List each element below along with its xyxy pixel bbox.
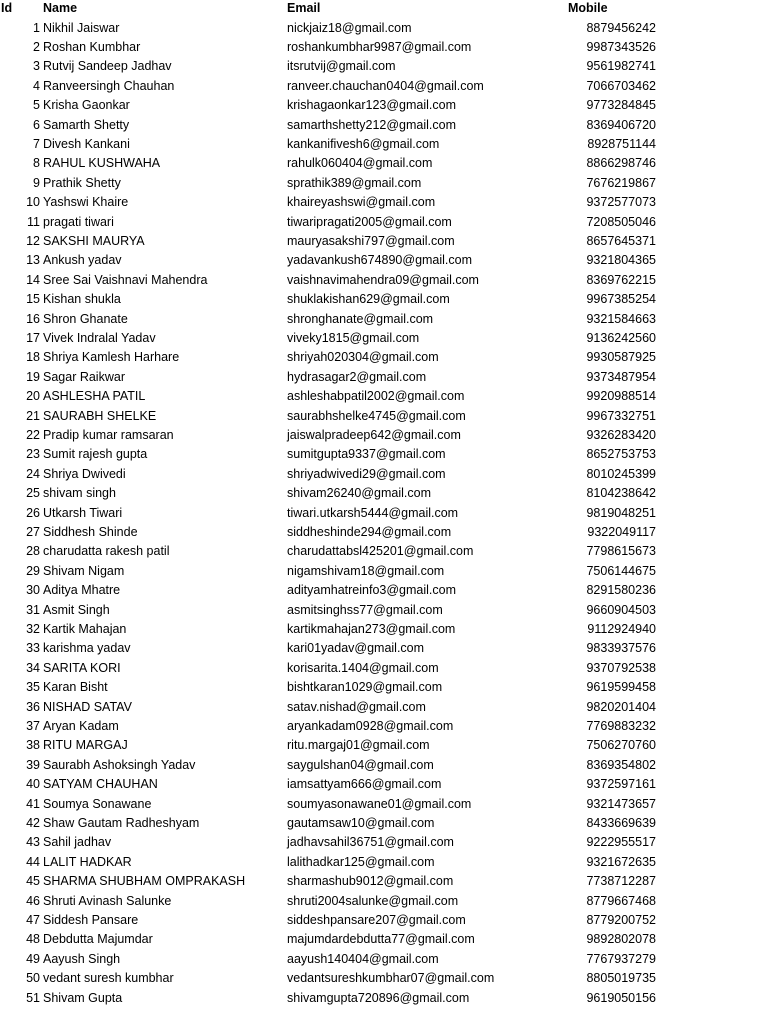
table-row <box>0 193 768 212</box>
table-row <box>0 736 768 755</box>
row-mobile: 8433669639 <box>586 815 656 830</box>
row-mobile: 9660904503 <box>586 602 656 617</box>
column-header-mobile: Mobile <box>568 1 608 15</box>
row-name: Siddesh Pansare <box>43 912 139 927</box>
table-row <box>0 271 768 290</box>
row-id: 32 <box>26 621 40 636</box>
table-row <box>0 620 768 639</box>
row-id: 51 <box>26 990 40 1005</box>
row-id: 38 <box>26 738 40 753</box>
row-id: 25 <box>26 486 40 501</box>
row-id: 36 <box>26 699 40 714</box>
table-row <box>0 251 768 270</box>
row-name: NISHAD SATAV <box>43 699 132 714</box>
row-id: 42 <box>26 815 40 830</box>
row-name: Krisha Gaonkar <box>43 98 130 113</box>
column-header-name: Name <box>43 1 78 15</box>
row-mobile: 9619050156 <box>586 990 656 1005</box>
row-id: 40 <box>26 777 40 792</box>
row-id: 22 <box>26 427 40 442</box>
row-name: Sree Sai Vaishnavi Mahendra <box>43 272 208 287</box>
row-name: Shaw Gautam Radheshyam <box>43 815 200 830</box>
row-id: 35 <box>26 680 40 695</box>
table-row <box>0 484 768 503</box>
table-row <box>0 290 768 309</box>
row-name: Shivam Gupta <box>43 990 123 1005</box>
table-row <box>0 581 768 600</box>
row-email: jaiswalpradeep642@gmail.com <box>287 427 461 442</box>
row-name: pragati tiwari <box>43 214 114 229</box>
row-email: kartikmahajan273@gmail.com <box>287 621 456 636</box>
row-name: Aditya Mhatre <box>43 583 121 598</box>
table-row <box>0 387 768 406</box>
row-mobile: 8879456242 <box>586 20 656 35</box>
row-email: jadhavsahil36751@gmail.com <box>287 835 454 850</box>
row-id: 7 <box>33 136 40 151</box>
table-row <box>0 639 768 658</box>
row-id: 11 <box>27 214 40 229</box>
row-name: SARITA KORI <box>43 660 121 675</box>
row-email: bishtkaran1029@gmail.com <box>287 680 443 695</box>
row-mobile: 7738712287 <box>586 874 656 889</box>
table-row <box>0 348 768 367</box>
row-id: 19 <box>26 369 40 384</box>
row-name: Kishan shukla <box>43 292 121 307</box>
row-mobile: 9112924940 <box>587 621 656 636</box>
row-mobile: 9619599458 <box>586 680 656 695</box>
table-row <box>0 892 768 911</box>
row-id: 5 <box>33 98 40 113</box>
row-name: Roshan Kumbhar <box>43 39 141 54</box>
row-mobile: 9892802078 <box>586 932 656 947</box>
row-id: 4 <box>33 78 40 93</box>
row-mobile: 8104238642 <box>586 486 656 501</box>
row-mobile: 9967332751 <box>586 408 656 423</box>
row-email: shruti2004salunke@gmail.com <box>287 893 459 908</box>
row-name: RITU MARGAJ <box>43 738 128 753</box>
row-email: krishagaonkar123@gmail.com <box>287 98 457 113</box>
row-email: mauryasakshi797@gmail.com <box>287 233 455 248</box>
row-mobile: 9920988514 <box>586 389 656 404</box>
row-mobile: 8291580236 <box>586 583 656 598</box>
row-mobile: 9321473657 <box>586 796 656 811</box>
row-mobile: 9820201404 <box>586 699 656 714</box>
row-name: karishma yadav <box>43 641 131 656</box>
table-row <box>0 775 768 794</box>
row-email: shronghanate@gmail.com <box>287 311 434 326</box>
row-id: 14 <box>26 272 40 287</box>
row-mobile: 9321584663 <box>586 311 656 326</box>
row-mobile: 7066703462 <box>586 78 656 93</box>
row-email: siddheshinde294@gmail.com <box>287 524 452 539</box>
row-name: Shruti Avinash Salunke <box>43 893 172 908</box>
row-name: Soumya Sonawane <box>43 796 152 811</box>
row-id: 37 <box>26 718 40 733</box>
row-email: adityamhatreinfo3@gmail.com <box>287 583 457 598</box>
row-email: ritu.margaj01@gmail.com <box>287 738 430 753</box>
row-email: hydrasagar2@gmail.com <box>287 369 427 384</box>
table-row <box>0 38 768 57</box>
row-email: shriyadwivedi29@gmail.com <box>287 466 446 481</box>
row-id: 29 <box>26 563 40 578</box>
row-mobile: 9373487954 <box>586 369 656 384</box>
table-row <box>0 96 768 115</box>
row-name: Ranveersingh Chauhan <box>43 78 175 93</box>
row-email: ranveer.chauchan0404@gmail.com <box>287 78 484 93</box>
row-email: korisarita.1404@gmail.com <box>287 660 439 675</box>
table-row <box>0 950 768 969</box>
row-mobile: 8928751144 <box>587 136 656 151</box>
row-email: satav.nishad@gmail.com <box>287 699 426 714</box>
row-id: 17 <box>26 330 40 345</box>
row-name: LALIT HADKAR <box>43 854 132 869</box>
row-email: samarthshetty212@gmail.com <box>287 117 457 132</box>
row-id: 13 <box>26 253 40 268</box>
row-id: 46 <box>26 893 40 908</box>
row-id: 6 <box>33 117 40 132</box>
row-mobile: 9321804365 <box>586 253 656 268</box>
row-id: 16 <box>26 311 40 326</box>
row-name: Asmit Singh <box>43 602 110 617</box>
row-mobile: 9819048251 <box>586 505 656 520</box>
row-mobile: 9930587925 <box>586 350 656 365</box>
row-id: 47 <box>26 912 40 927</box>
table-row <box>0 989 768 1008</box>
row-email: khaireyashswi@gmail.com <box>287 195 436 210</box>
table-row <box>0 601 768 620</box>
row-id: 1 <box>33 20 40 35</box>
row-email: vaishnavimahendra09@gmail.com <box>287 272 479 287</box>
column-header-id: Id <box>1 1 13 15</box>
table-row <box>0 698 768 717</box>
row-mobile: 7769883232 <box>586 718 656 733</box>
row-name: Shriya Dwivedi <box>43 466 126 481</box>
row-email: rahulk060404@gmail.com <box>287 156 433 171</box>
row-mobile: 8657645371 <box>586 233 656 248</box>
row-name: Debdutta Majumdar <box>43 932 153 947</box>
row-mobile: 9321672635 <box>586 854 656 869</box>
row-id: 18 <box>26 350 40 365</box>
row-id: 27 <box>26 524 40 539</box>
table-row <box>0 426 768 445</box>
row-email: shriyah020304@gmail.com <box>287 350 439 365</box>
row-name: Kartik Mahajan <box>43 621 127 636</box>
table-row <box>0 833 768 852</box>
table-row <box>0 77 768 96</box>
table-row <box>0 310 768 329</box>
row-email: sharmashub9012@gmail.com <box>287 874 454 889</box>
row-mobile: 8779667468 <box>586 893 656 908</box>
table-row <box>0 678 768 697</box>
column-header-email: Email <box>287 1 321 15</box>
row-mobile: 9372577073 <box>586 195 656 210</box>
row-name: Samarth Shetty <box>43 117 130 132</box>
table-row <box>0 717 768 736</box>
table-row <box>0 930 768 949</box>
row-name: SHARMA SHUBHAM OMPRAKASH <box>43 874 246 889</box>
table-row <box>0 329 768 348</box>
table-row <box>0 465 768 484</box>
row-mobile: 8369762215 <box>586 272 656 287</box>
row-email: shivam26240@gmail.com <box>287 486 432 501</box>
row-name: Utkarsh Tiwari <box>43 505 123 520</box>
row-mobile: 8010245399 <box>586 466 656 481</box>
row-name: Yashswi Khaire <box>43 195 129 210</box>
row-mobile: 9322049117 <box>587 524 656 539</box>
row-name: Prathik Shetty <box>43 175 121 190</box>
row-email: gautamsaw10@gmail.com <box>287 815 435 830</box>
row-id: 49 <box>26 951 40 966</box>
row-mobile: 9370792538 <box>586 660 656 675</box>
row-name: SAKSHI MAURYA <box>43 233 145 248</box>
row-email: itsrutvij@gmail.com <box>287 59 396 74</box>
row-mobile: 7767937279 <box>586 951 656 966</box>
row-id: 26 <box>26 505 40 520</box>
table-row <box>0 213 768 232</box>
row-id: 3 <box>33 59 40 74</box>
row-mobile: 7506270760 <box>586 738 656 753</box>
row-name: Karan Bisht <box>43 680 108 695</box>
table-row <box>0 969 768 988</box>
row-email: siddeshpansare207@gmail.com <box>287 912 466 927</box>
row-email: soumyasonawane01@gmail.com <box>287 796 472 811</box>
row-email: aayush140404@gmail.com <box>287 951 439 966</box>
table-row <box>0 154 768 173</box>
row-email: viveky1815@gmail.com <box>287 330 420 345</box>
row-name: charudatta rakesh patil <box>43 544 170 559</box>
row-mobile: 8779200752 <box>586 912 656 927</box>
row-name: ASHLESHA PATIL <box>43 389 146 404</box>
table-row <box>0 445 768 464</box>
table-row <box>0 174 768 193</box>
table-row <box>0 368 768 387</box>
row-name: Vivek Indralal Yadav <box>43 330 156 345</box>
row-email: shuklakishan629@gmail.com <box>287 292 450 307</box>
row-id: 28 <box>26 544 40 559</box>
row-name: SAURABH SHELKE <box>43 408 157 423</box>
row-id: 12 <box>26 233 40 248</box>
row-name: Aryan Kadam <box>43 718 119 733</box>
table-row <box>0 19 768 38</box>
row-name: RAHUL KUSHWAHA <box>43 156 161 171</box>
table-row <box>0 504 768 523</box>
row-name: Nikhil Jaiswar <box>43 20 120 35</box>
table-row <box>0 795 768 814</box>
row-email: tiwaripragati2005@gmail.com <box>287 214 452 229</box>
row-id: 15 <box>26 292 40 307</box>
row-id: 45 <box>26 874 40 889</box>
row-email: nigamshivam18@gmail.com <box>287 563 445 578</box>
row-mobile: 9372597161 <box>586 777 656 792</box>
row-id: 48 <box>26 932 40 947</box>
row-name: Aayush Singh <box>43 951 121 966</box>
row-id: 20 <box>26 389 40 404</box>
row-id: 50 <box>26 971 40 986</box>
row-name: Rutvij Sandeep Jadhav <box>43 59 172 74</box>
row-email: kari01yadav@gmail.com <box>287 641 425 656</box>
table-row <box>0 853 768 872</box>
table-row <box>0 135 768 154</box>
row-email: nickjaiz18@gmail.com <box>287 20 412 35</box>
row-id: 30 <box>26 583 40 598</box>
row-email: kankanifivesh6@gmail.com <box>287 136 440 151</box>
row-id: 8 <box>33 156 40 171</box>
header-row <box>0 0 768 18</box>
table-row <box>0 542 768 561</box>
row-id: 43 <box>26 835 40 850</box>
row-mobile: 8866298746 <box>586 156 656 171</box>
table-row <box>0 872 768 891</box>
row-mobile: 9326283420 <box>586 427 656 442</box>
row-mobile: 8369354802 <box>586 757 656 772</box>
row-name: Pradip kumar ramsaran <box>43 427 174 442</box>
row-id: 34 <box>26 660 40 675</box>
row-email: sumitgupta9337@gmail.com <box>287 447 446 462</box>
row-id: 31 <box>26 602 40 617</box>
row-mobile: 9773284845 <box>586 98 656 113</box>
row-email: tiwari.utkarsh5444@gmail.com <box>287 505 459 520</box>
row-id: 2 <box>33 39 40 54</box>
table-row <box>0 562 768 581</box>
row-email: asmitsinghss77@gmail.com <box>287 602 443 617</box>
row-name: Ankush yadav <box>43 253 122 268</box>
row-mobile: 7798615673 <box>586 544 656 559</box>
row-email: saurabhshelke4745@gmail.com <box>287 408 466 423</box>
table-row <box>0 814 768 833</box>
row-name: Saurabh Ashoksingh Yadav <box>43 757 196 772</box>
row-mobile: 7676219867 <box>586 175 656 190</box>
row-name: shivam singh <box>43 486 116 501</box>
row-mobile: 9987343526 <box>586 39 656 54</box>
row-email: shivamgupta720896@gmail.com <box>287 990 470 1005</box>
row-name: Shivam Nigam <box>43 563 125 578</box>
row-mobile: 7506144675 <box>586 563 656 578</box>
row-email: iamsattyam666@gmail.com <box>287 777 442 792</box>
row-email: saygulshan04@gmail.com <box>287 757 434 772</box>
row-id: 21 <box>26 408 40 423</box>
row-email: roshankumbhar9987@gmail.com <box>287 39 472 54</box>
row-mobile: 9967385254 <box>586 292 656 307</box>
row-name: Sagar Raikwar <box>43 369 125 384</box>
row-mobile: 7208505046 <box>586 214 656 229</box>
table-row <box>0 57 768 76</box>
row-id: 39 <box>26 757 40 772</box>
row-name: Divesh Kankani <box>43 136 130 151</box>
row-name: Siddhesh Shinde <box>43 524 138 539</box>
row-id: 41 <box>26 796 40 811</box>
row-name: Sahil jadhav <box>43 835 112 850</box>
row-email: vedantsureshkumbhar07@gmail.com <box>287 971 495 986</box>
row-mobile: 8369406720 <box>586 117 656 132</box>
row-name: SATYAM CHAUHAN <box>43 777 158 792</box>
row-email: lalithadkar125@gmail.com <box>287 854 435 869</box>
row-mobile: 9561982741 <box>586 59 656 74</box>
row-mobile: 9833937576 <box>586 641 656 656</box>
table-row <box>0 116 768 135</box>
row-id: 33 <box>26 641 40 656</box>
row-name: vedant suresh kumbhar <box>43 971 174 986</box>
row-name: Sumit rajesh gupta <box>43 447 148 462</box>
row-id: 9 <box>33 175 40 190</box>
row-email: ashleshabpatil2002@gmail.com <box>287 389 465 404</box>
row-mobile: 8652753753 <box>586 447 656 462</box>
table-row <box>0 232 768 251</box>
row-email: aryankadam0928@gmail.com <box>287 718 454 733</box>
row-id: 10 <box>26 195 40 210</box>
row-id: 44 <box>26 854 40 869</box>
row-mobile: 8805019735 <box>586 971 656 986</box>
row-name: Shron Ghanate <box>43 311 128 326</box>
row-email: sprathik389@gmail.com <box>287 175 422 190</box>
row-mobile: 9136242560 <box>586 330 656 345</box>
table-row <box>0 659 768 678</box>
row-email: charudattabsl425201@gmail.com <box>287 544 474 559</box>
table-row <box>0 756 768 775</box>
row-id: 24 <box>26 466 40 481</box>
row-id: 23 <box>26 447 40 462</box>
table-row <box>0 407 768 426</box>
row-mobile: 9222955517 <box>586 835 656 850</box>
table-row <box>0 911 768 930</box>
row-email: majumdardebdutta77@gmail.com <box>287 932 475 947</box>
row-email: yadavankush674890@gmail.com <box>287 253 473 268</box>
table-row <box>0 523 768 542</box>
row-name: Shriya Kamlesh Harhare <box>43 350 180 365</box>
